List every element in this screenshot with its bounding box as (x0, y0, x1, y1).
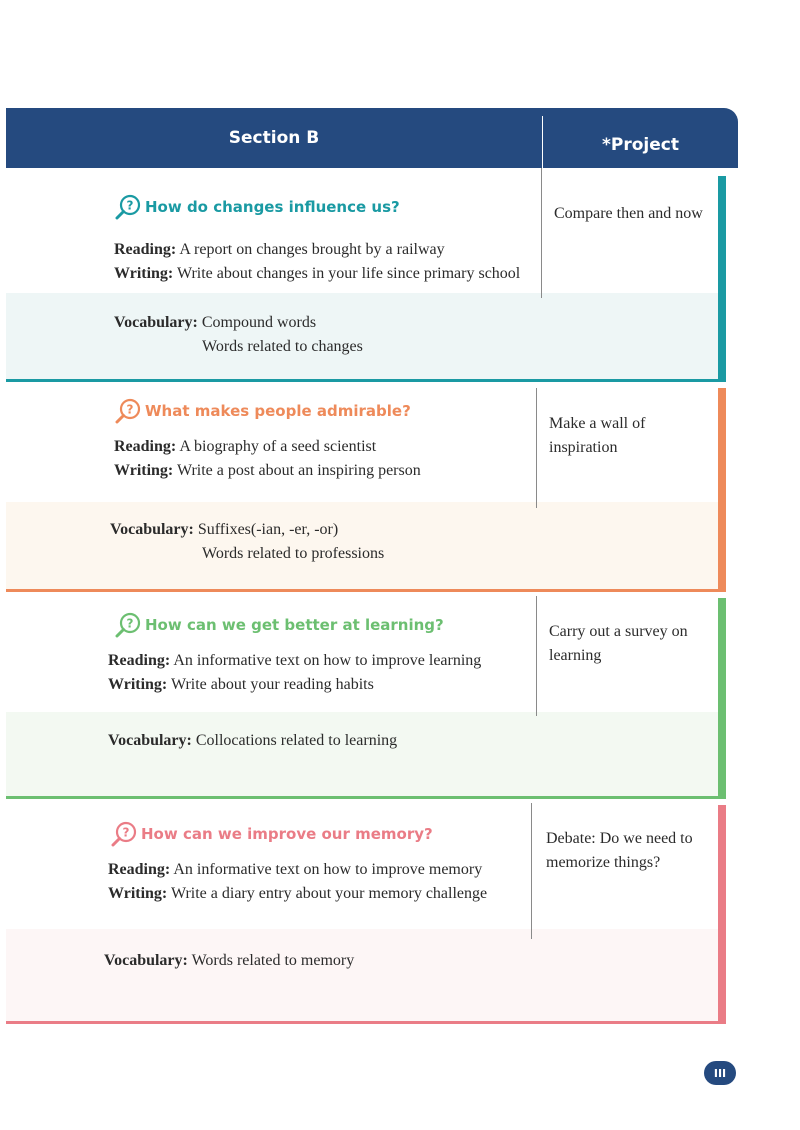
writing-label: Writing: (114, 265, 174, 282)
reading-text: An informative text on how to improve learning (173, 652, 482, 669)
vocab-item: Suffixes(-ian, -er, -or) (197, 521, 339, 538)
reading-label: Reading: (108, 861, 171, 878)
writing-line (114, 462, 421, 480)
writing-line (108, 676, 374, 694)
vocab-block (104, 949, 354, 973)
reading-text: A report on changes brought by a railway (179, 241, 445, 258)
reading-label: Reading: (108, 652, 171, 669)
vocab-label: Vocabulary: (110, 521, 194, 538)
svg-text:?: ? (126, 198, 134, 213)
reading-line (108, 861, 482, 879)
vocab-label: Vocabulary: (114, 314, 198, 331)
reading-line (108, 652, 481, 670)
writing-line (114, 265, 520, 283)
unit-question (114, 194, 400, 220)
project-heading: *Project (602, 135, 679, 155)
reading-label: Reading: (114, 438, 177, 455)
row-accent-bar (718, 805, 726, 1024)
question-magnifier-icon (114, 612, 142, 638)
question-text: What makes people admirable? (145, 402, 411, 420)
question-text: How can we get better at learning? (145, 616, 444, 634)
unit-question (114, 398, 411, 424)
vocab-item: Words related to memory (191, 952, 355, 969)
column-divider (541, 168, 542, 298)
vocab-item: Compound words (201, 314, 317, 331)
row-bottom-line (6, 1021, 726, 1024)
reading-line (114, 438, 376, 456)
unit-row-1 (6, 168, 726, 382)
question-magnifier-icon (110, 821, 138, 847)
row-accent-bar (718, 598, 726, 799)
question-text: How can we improve our memory? (141, 825, 433, 843)
svg-text:?: ? (122, 825, 130, 840)
table-header (6, 108, 738, 168)
unit-row-4 (6, 799, 726, 1024)
vocab-block (110, 518, 384, 566)
reading-label: Reading: (114, 241, 177, 258)
vocab-label: Vocabulary: (104, 952, 188, 969)
column-divider (536, 388, 537, 508)
unit-row-2 (6, 382, 726, 592)
section-b-heading: Section B (228, 128, 320, 148)
question-text: How do changes influence us? (145, 198, 400, 216)
row-accent-bar (718, 388, 726, 592)
vocab-block (108, 729, 397, 753)
writing-line (108, 885, 487, 903)
reading-text: A biography of a seed scientist (179, 438, 377, 455)
question-magnifier-icon (114, 398, 142, 424)
reading-line (114, 241, 445, 259)
project-text: Make a wall of inspiration (549, 415, 646, 456)
vocab-item: Collocations related to learning (195, 732, 398, 749)
writing-text: Write about changes in your life since primary school (176, 265, 521, 282)
writing-label: Writing: (108, 676, 168, 693)
question-magnifier-icon (114, 194, 142, 220)
vocab-band (6, 712, 726, 799)
unit-row-3 (6, 592, 726, 799)
writing-text: Write a diary entry about your memory challenge (170, 885, 488, 902)
project-text: Debate: Do we need to memorize things? (546, 830, 693, 871)
vocab-item: Words related to changes (202, 338, 363, 355)
svg-text:?: ? (126, 402, 134, 417)
reading-text: An informative text on how to improve memory (173, 861, 483, 878)
vocab-label: Vocabulary: (108, 732, 192, 749)
project-text: Compare then and now (554, 205, 703, 222)
unit-question (114, 612, 444, 638)
vocab-item: Words related to professions (202, 545, 385, 562)
writing-text: Write about your reading habits (170, 676, 374, 693)
svg-text:?: ? (126, 616, 134, 631)
writing-text: Write a post about an inspiring person (176, 462, 421, 479)
project-text: Carry out a survey on learning (549, 623, 688, 664)
unit-question (110, 821, 433, 847)
column-divider (531, 803, 532, 939)
vocab-band (6, 929, 726, 1024)
writing-label: Writing: (114, 462, 174, 479)
vocab-block (114, 311, 363, 359)
page-number-badge: III (704, 1061, 736, 1085)
column-divider (536, 596, 537, 716)
writing-label: Writing: (108, 885, 168, 902)
